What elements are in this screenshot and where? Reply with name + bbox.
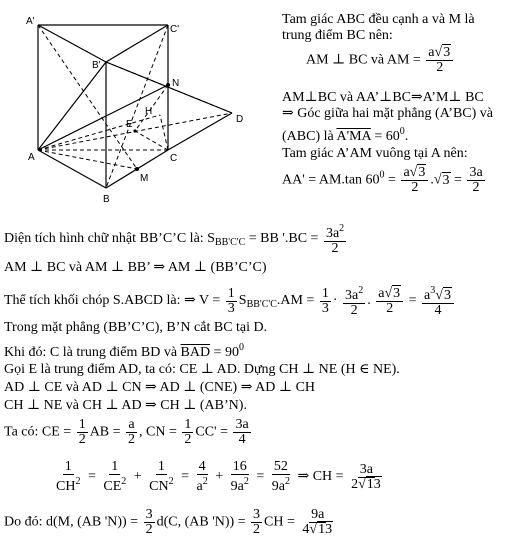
label-h: H — [145, 106, 153, 117]
label-n: N — [172, 78, 180, 89]
line-ch-compute: $\frac{1}{CH^2}$ = $\frac{1}{CE^2}$ + $\frac{1}{CN^2}$ = $\frac{4}{a^2}$ + $\frac{16}{9a^2}$ = $\frac{52}{9a^2}$ ⇒ CH = $\frac{3a}{2√13}$ — [56, 459, 381, 494]
formula-aa-prime: AA' = AM.tan $60^0$ = $\frac{a√3}{2}$ .√3 = $\frac{3a}{2}$ — [282, 165, 483, 195]
line-ch-perp: CH ⊥ NE và CH ⊥ AD ⇒ CH ⊥ (AB’N). — [4, 398, 247, 413]
text-midpoint: trung điểm BC nên: — [282, 28, 393, 43]
formula-am: AM ⊥ BC và AM = $\frac{a√3}{2}$ — [306, 46, 455, 75]
label-m: M — [140, 173, 149, 184]
line-area: Diện tích hình chữ nhật BB’C’C là: $S_{BB'C'C}$ = BB '.BC = $\frac{3a^2}{2}$ — [4, 223, 345, 256]
prism-figure — [0, 0, 260, 210]
label-d: D — [236, 114, 244, 125]
label-c: C — [170, 153, 178, 164]
text-perp: AM⊥BC và AA’⊥BC⇒A’M⊥ BC — [282, 90, 484, 105]
label-c-prime: C' — [170, 24, 180, 35]
text-triangle-equilateral: Tam giác ABC đều cạnh a và M là — [282, 12, 475, 27]
line-ad-perp: AD ⊥ CE và AD ⊥ CN ⇒ AD ⊥ (CNE) ⇒ AD ⊥ CH — [4, 380, 316, 395]
line-distance: Do đó: d(M, (AB 'N)) = $\frac{3}{2}$ d(C, (AB 'N)) = $\frac{3}{2}$ CH = $\frac{9a}{4√13}$ — [4, 507, 333, 537]
line-midpoint-bd: Khi đó: C là trung điểm BD và $\overline{BAD} = 90^0$ — [4, 342, 245, 360]
line-e-midpoint: Gọi E là trung điểm AD, ta có: CE ⊥ AD. Dựng CH ⊥ NE (H ∈ NE). — [4, 362, 400, 377]
line-ce-cn: Ta có: CE = $\frac{1}{2}$ AB = $\frac{a}{2}$ , CN = $\frac{1}{2}$ CC' = $\frac{3a}{4}$ — [4, 417, 249, 447]
text-angle-value: (ABC) là $A'MA = 60^0$. — [282, 126, 409, 144]
line-am-perp: AM ⊥ BC và AM ⊥ BB’ ⇒ AM ⊥ (BB’C’C) — [4, 260, 267, 275]
label-a-prime: A' — [26, 16, 35, 27]
label-b: B — [103, 194, 110, 205]
line-volume: Thể tích khối chóp S.ABCD là: ⇒ V = $\frac{1}{3}$ $S_{BB'C'C}.AM$ = $\frac{1}{3}$ · $\frac{3a^2}{2}$ . $\frac{a√3}{2}$ = $\frac{a^3√3}{4}$ — [4, 284, 456, 318]
label-b-prime: B' — [92, 60, 101, 71]
label-e: E — [126, 119, 133, 130]
text-angle-planes: ⇒ Góc giữa hai mặt phẳng (A’BC) và — [282, 106, 493, 121]
text-right-triangle: Tam giác A’AM vuông tại A nên: — [282, 146, 468, 161]
line-plane: Trong mặt phẳng (BB’C’C), B’N cắt BC tại D. — [4, 320, 268, 335]
label-a: A — [28, 152, 35, 163]
